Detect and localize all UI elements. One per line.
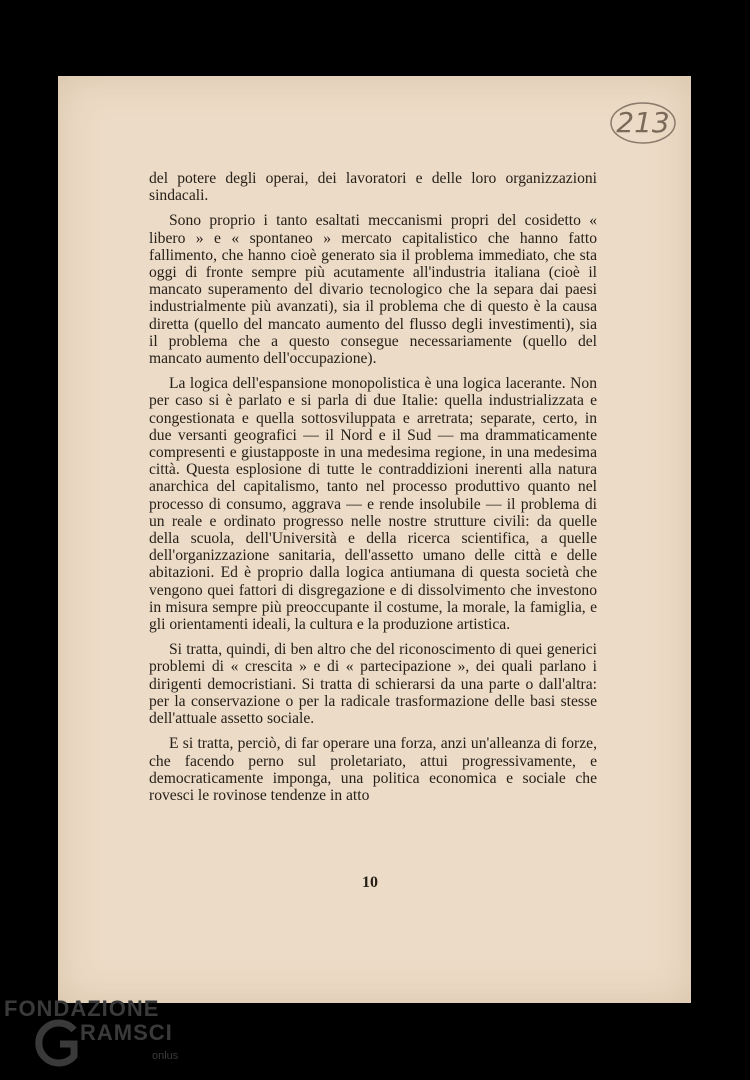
body-text	[149, 170, 597, 804]
paragraph: La logica dell'espansione monopolistica è una logica lacerante. Non per caso si è parlato e si parla di due Italie: quella industrializzata e congestionata e quella sottosviluppata e arretrata; separate, certo, in due versanti geografici — il Nord e il Sud — ma drammaticamente compresenti e giustapposte in una medesima regione, in una medesima città. Questa esplosione di tutte le contraddizioni inerenti alla natura anarchica del capitalismo, tanto nel processo produttivo quanto nel processo di consumo, aggrava — e rende insolubile — il problema di un reale e ordinato progresso nelle nostre strutture civili: da quelle della scuola, dell'Università e della ricerca scientifica, a quelle dell'organizzazione sanitaria, dell'assetto umano delle città e delle abitazioni. Ed è proprio dalla logica antiumana di questa società che vengono quei fattori di disgregazione e di dissolvimento che investono in misura sempre più preoccupante il costume, la morale, la famiglia, e gli orientamenti ideali, la cultura e la produzione artistica.	[149, 375, 597, 634]
paragraph: E si tratta, perciò, di far operare una forza, anzi un'alleanza di forze, che facendo perno sul proletariato, attui progressivamente, e democraticamente imponga, una politica economica e sociale che rovesci le rovinose tendenze in atto	[149, 735, 597, 804]
paragraph: Sono proprio i tanto esaltati meccanismi propri del cosidetto « libero » e « spontaneo » mercato capitalistico che hanno fatto fallimento, che hanno cioè generato sia il problema immediato, che sta oggi di fronte sempre più acutamente all'industria italiana (cioè il mancato superamento del divario tecnologico che la separa dai paesi industrialmente più avanzati), sia il problema che di questo è la causa diretta (quello del mancato aumento del flusso degli investimenti), sia il problema che a questo consegue necessariamente (quello del mancato aumento dell'occupazione).	[149, 212, 597, 368]
logo-line1: FONDAZIONE	[4, 996, 160, 1021]
paragraph: Si tratta, quindi, di ben altro che del riconoscimento di quei generici problemi di « crescita » e di « partecipazione », dei quali parlano i dirigenti democristiani. Si tratta di schierarsi da una parte o dall'altra: per la conservazione o per la radicale trasformazione delle basi stesse dell'attuale assetto sociale.	[149, 641, 597, 728]
paragraph: del potere degli operai, dei lavoratori e delle loro organizzazioni sindacali.	[149, 170, 597, 205]
logo-line3: onlus	[152, 1050, 179, 1062]
annotation-number: 213	[616, 106, 670, 139]
fondazione-gramsci-logo	[4, 996, 194, 1076]
page-number: 10	[362, 874, 378, 891]
page-annotation	[608, 100, 678, 146]
logo-g-icon	[34, 1018, 82, 1068]
logo-line2: RAMSCI	[80, 1020, 173, 1045]
